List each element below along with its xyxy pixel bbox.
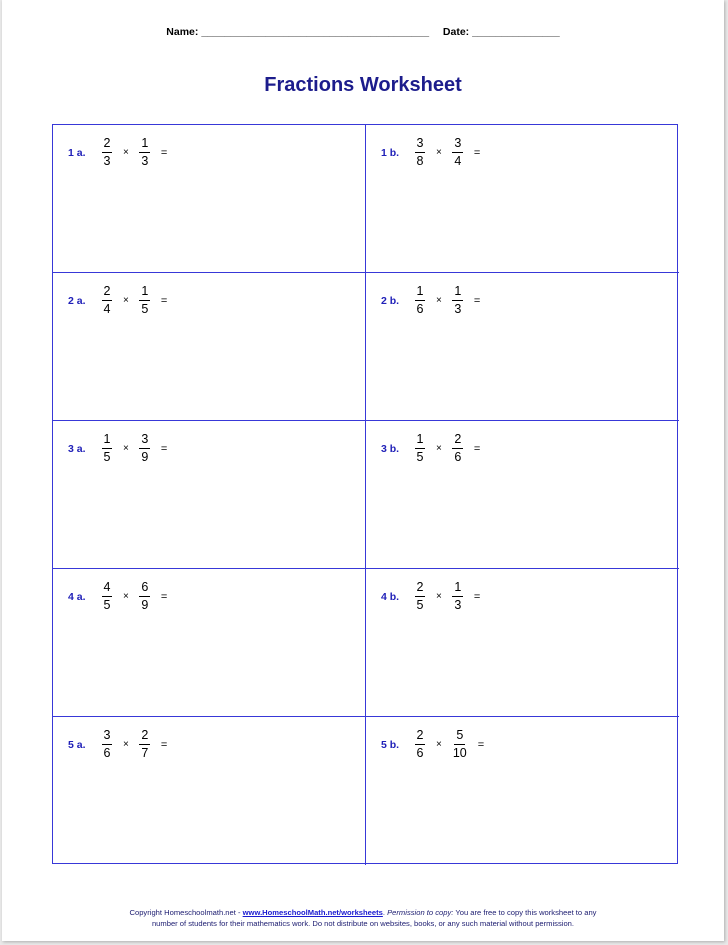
denominator: 3 xyxy=(454,302,462,316)
denominator: 10 xyxy=(452,746,467,760)
denominator: 5 xyxy=(141,302,149,316)
denominator: 5 xyxy=(416,598,424,612)
numerator: 3 xyxy=(452,137,463,153)
denominator: 7 xyxy=(141,746,149,760)
denominator: 5 xyxy=(103,598,111,612)
equals-sign: = xyxy=(473,590,481,603)
denominator: 6 xyxy=(103,746,111,760)
footer-line-2: number of students for their mathematics work. Do not distribute on websites, books, or any such material without permission. xyxy=(151,919,575,928)
numerator: 3 xyxy=(415,137,426,153)
problem-label: 2 b. xyxy=(381,294,400,307)
multiply-sign: × xyxy=(123,147,129,158)
numerator: 2 xyxy=(452,433,463,449)
fraction-2 xyxy=(451,581,465,612)
fraction-1 xyxy=(413,137,427,168)
problem-cell xyxy=(53,421,366,569)
fraction-2 xyxy=(451,137,465,168)
problem-cell xyxy=(366,569,679,717)
numerator: 1 xyxy=(452,285,463,301)
period: . xyxy=(382,908,385,917)
problem-cell xyxy=(366,717,679,865)
multiply-sign: × xyxy=(123,591,129,602)
denominator: 6 xyxy=(416,746,424,760)
problem-label: 4 a. xyxy=(68,590,86,603)
fraction-2 xyxy=(451,433,465,464)
problem-label: 2 a. xyxy=(68,294,86,307)
multiply-sign: × xyxy=(123,739,129,750)
name-label: Name: xyxy=(166,26,199,38)
name-blank: _______________________________________ xyxy=(201,26,430,38)
numerator: 2 xyxy=(415,581,426,597)
denominator: 3 xyxy=(103,154,111,168)
fraction-2 xyxy=(451,285,465,316)
problem-cell xyxy=(53,125,366,273)
numerator: 2 xyxy=(102,285,113,301)
numerator: 2 xyxy=(139,729,150,745)
equals-sign: = xyxy=(473,442,481,455)
date-blank: _______________ xyxy=(472,26,560,38)
permission-text: You are free to copy this worksheet to any xyxy=(453,908,597,917)
name-date-header xyxy=(2,26,724,38)
worksheet-page xyxy=(2,0,724,941)
problem xyxy=(381,581,480,612)
denominator: 9 xyxy=(141,598,149,612)
multiply-sign: × xyxy=(436,591,442,602)
problem-label: 5 a. xyxy=(68,738,86,751)
fraction-1 xyxy=(100,137,114,168)
numerator: 3 xyxy=(102,729,113,745)
fraction-1 xyxy=(100,729,114,760)
multiply-sign: × xyxy=(436,739,442,750)
multiply-sign: × xyxy=(123,443,129,454)
problem xyxy=(68,729,167,760)
permission-label: Permission to copy: xyxy=(387,908,454,917)
numerator: 1 xyxy=(415,433,426,449)
problem xyxy=(381,433,480,464)
problem xyxy=(68,581,167,612)
fraction-1 xyxy=(413,729,427,760)
problem-label: 3 a. xyxy=(68,442,86,455)
problem-cell xyxy=(53,717,366,865)
problem-grid xyxy=(52,124,678,864)
denominator: 5 xyxy=(416,450,424,464)
multiply-sign: × xyxy=(436,147,442,158)
fraction-2 xyxy=(138,581,152,612)
numerator: 1 xyxy=(452,581,463,597)
numerator: 5 xyxy=(454,729,465,745)
equals-sign: = xyxy=(473,294,481,307)
problem-label: 5 b. xyxy=(381,738,400,751)
multiply-sign: × xyxy=(436,443,442,454)
problem-cell xyxy=(366,273,679,421)
denominator: 8 xyxy=(416,154,424,168)
multiply-sign: × xyxy=(123,295,129,306)
numerator: 1 xyxy=(415,285,426,301)
problem-label: 4 b. xyxy=(381,590,400,603)
page-title: Fractions Worksheet xyxy=(264,74,462,96)
fraction-1 xyxy=(100,433,114,464)
fraction-2 xyxy=(138,285,152,316)
equals-sign: = xyxy=(160,442,168,455)
fraction-1 xyxy=(413,581,427,612)
problem-cell xyxy=(366,421,679,569)
denominator: 6 xyxy=(454,450,462,464)
denominator: 9 xyxy=(141,450,149,464)
problem-label: 1 b. xyxy=(381,146,400,159)
problem xyxy=(68,285,167,316)
numerator: 3 xyxy=(139,433,150,449)
numerator: 2 xyxy=(415,729,426,745)
fraction-2 xyxy=(451,729,469,760)
equals-sign: = xyxy=(160,590,168,603)
denominator: 4 xyxy=(454,154,462,168)
fraction-2 xyxy=(138,137,152,168)
problem xyxy=(68,433,167,464)
denominator: 4 xyxy=(103,302,111,316)
fraction-1 xyxy=(100,581,114,612)
problem-cell xyxy=(53,569,366,717)
fraction-1 xyxy=(413,285,427,316)
numerator: 6 xyxy=(139,581,150,597)
fraction-1 xyxy=(100,285,114,316)
numerator: 1 xyxy=(102,433,113,449)
copyright-footer xyxy=(2,907,724,929)
date-label: Date: xyxy=(442,26,470,38)
equals-sign: = xyxy=(473,146,481,159)
problem-cell xyxy=(366,125,679,273)
multiply-sign: × xyxy=(436,295,442,306)
denominator: 3 xyxy=(141,154,149,168)
numerator: 2 xyxy=(102,137,113,153)
denominator: 5 xyxy=(103,450,111,464)
footer-line-1 xyxy=(2,907,724,918)
problem xyxy=(381,285,480,316)
equals-sign: = xyxy=(160,738,168,751)
problem xyxy=(381,137,480,168)
worksheets-link[interactable]: www.HomeschoolMath.net/worksheets xyxy=(242,908,383,917)
problem xyxy=(381,729,484,760)
equals-sign: = xyxy=(160,294,168,307)
fraction-2 xyxy=(138,433,152,464)
numerator: 1 xyxy=(139,285,150,301)
fraction-1 xyxy=(413,433,427,464)
problem-cell xyxy=(53,273,366,421)
numerator: 1 xyxy=(139,137,150,153)
denominator: 3 xyxy=(454,598,462,612)
numerator: 4 xyxy=(102,581,113,597)
problem-label: 3 b. xyxy=(381,442,400,455)
denominator: 6 xyxy=(416,302,424,316)
equals-sign: = xyxy=(160,146,168,159)
equals-sign: = xyxy=(477,738,485,751)
problem xyxy=(68,137,167,168)
problem-label: 1 a. xyxy=(68,146,86,159)
fraction-2 xyxy=(138,729,152,760)
copyright-text: Copyright Homeschoolmath.net - xyxy=(129,908,243,917)
